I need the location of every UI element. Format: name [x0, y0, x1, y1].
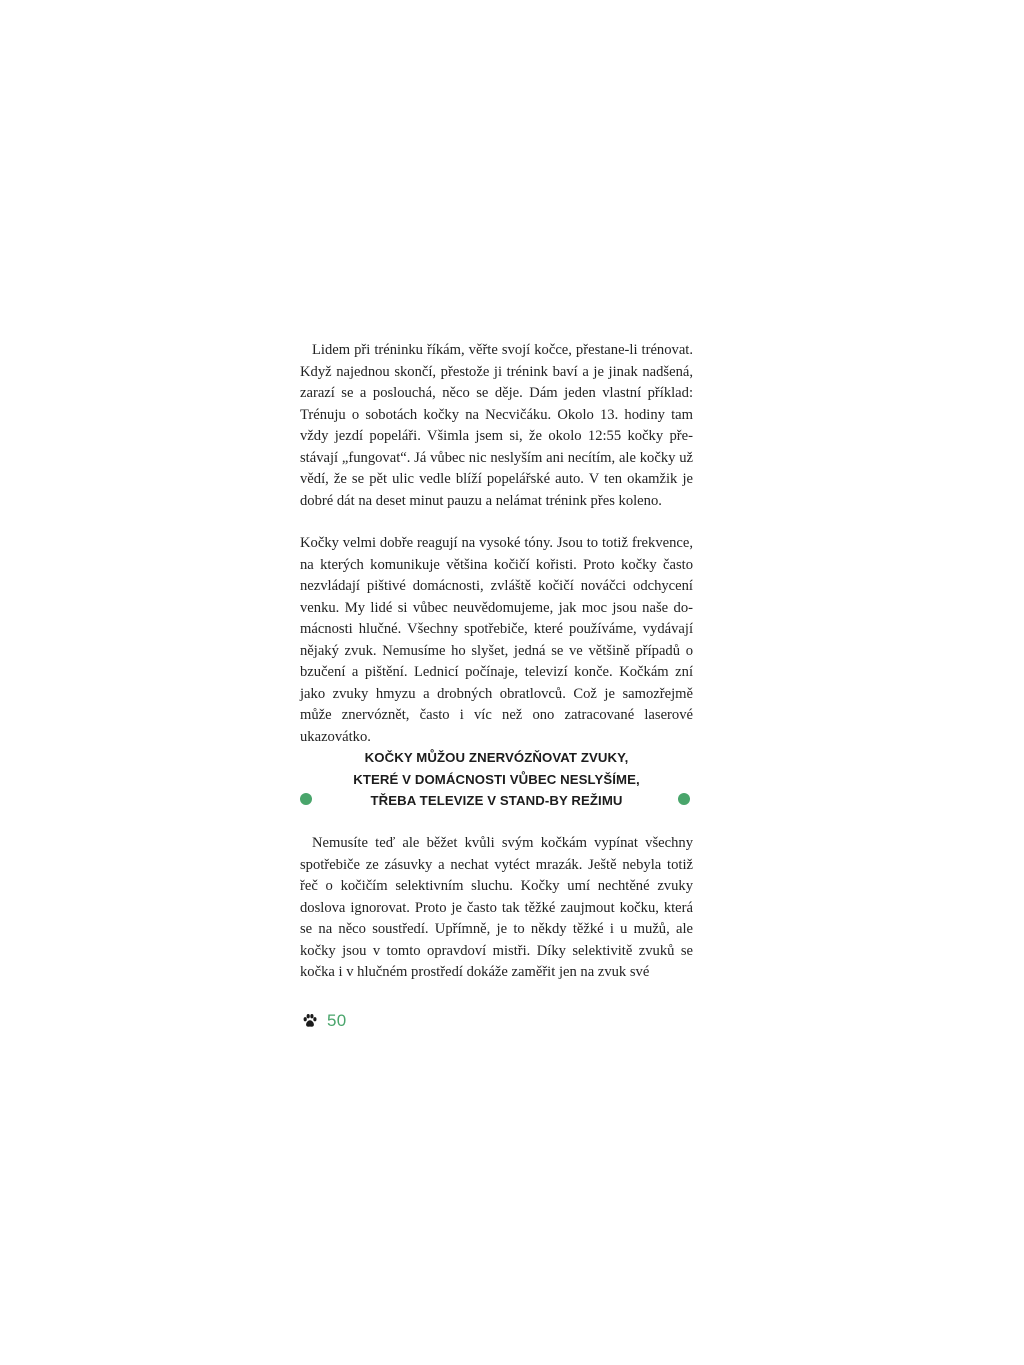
paragraph-text: Lidem při tréninku říkám, věřte svojí kočce, přestane-li trénovat. Když najednou skončí, přestože ji trénink baví a je jinak nadšená, zarazí se a poslouchá, něco se děje. Dám jeden vlastní příklad: Trénuju o sobotách kočky na Necvičáku. Okolo 13. hodiny tam vždy jezdí popeláři. Všimla jsem si, že okolo 12:55 kočky přestávají „fungovat“. Já vůbec nic neslyším ani necítím, ale kočky už vědí, že se pět ulic vedle blíží popelářské auto. V ten okamžik je dobré dát na deset minut pauzu a nelámat trénink přes koleno.: [300, 342, 693, 509]
pull-quote-text: [300, 747, 693, 812]
green-dot-right-icon: [678, 793, 690, 805]
pull-quote: [300, 747, 693, 813]
pull-quote-line-2: KTERÉ V DOMÁCNOSTI VŮBEC NESLYŠÍME,: [353, 771, 640, 787]
paragraph-text: Kočky velmi dobře reagují na vysoké tóny. Jsou to totiž frekvence, na kterých komunikuje většina kočičí kořisti. Proto kočky často nezvládají pištivé domácnosti, zvláště kočičí nováčci odchycení venku. My lidé si vůbec neuvědomujeme, jak moc jsou naše domácnosti hlučné. Všechny spotřebiče, které používáme, vydávají nějaký zvuk. Nemusíme ho slyšet, jedná se ve většině případů o bzučení a pištění. Lednicí počínaje, televizí konče. Kočkám zní jako zvuky hmyzu a drobných obratlovců. Což je samozřejmě může znervóznět, často i víc než ono zatracované laserové ukazovátko.: [300, 535, 693, 745]
body-paragraph-1: [300, 340, 693, 512]
paw-icon: [302, 1013, 318, 1029]
page-number: 50: [327, 1011, 347, 1030]
pull-quote-line-1: KOČKY MŮŽOU ZNERVÓZŇOVAT ZVUKY,: [364, 750, 629, 765]
paragraph-text: Nemusíte teď ale běžet kvůli svým kočkám vypínat všechny spotřebiče ze zásuvky a nechat vytéct mrazák. Ještě nebyla totiž řeč o kočičím selektivním sluchu. Kočky umí nechtěné zvuky doslova ignorovat. Proto je často tak těžké zaujmout kočku, která se na něco soustředí. Upřímně, je to někdy těžké i u mužů, ale kočky jsou v tomto opravdoví mistři. Díky selektivitě zvuků se kočka i v hlučném prostředí dokáže zaměřit jen na zvuk své: [300, 835, 693, 980]
body-paragraph-2: [300, 533, 693, 748]
green-dot-left-icon: [300, 793, 312, 805]
body-paragraph-3: [300, 833, 693, 984]
page-footer: [302, 1009, 347, 1033]
pull-quote-line-3: TŘEBA TELEVIZE V STAND-BY REŽIMU: [370, 793, 623, 808]
